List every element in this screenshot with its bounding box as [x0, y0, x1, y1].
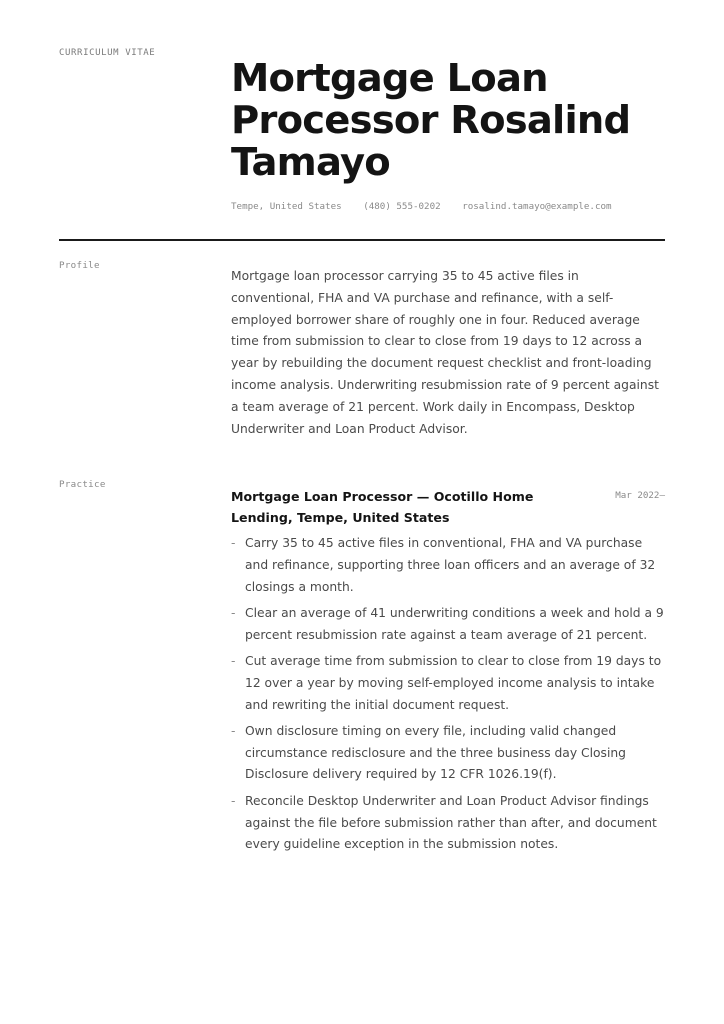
document-eyebrow: CURRICULUM VITAE	[59, 48, 156, 58]
practice-section-label: Practice	[59, 479, 106, 490]
bullet-text: Own disclosure timing on every file, including valid changed circumstance redisclosure and the three business day Closing Disclosure delivery required by 12 CFR 1026.19(f).	[245, 723, 626, 782]
profile-section-label: Profile	[59, 260, 100, 271]
job-header	[231, 486, 665, 530]
page-title: Mortgage Loan Processor Rosalind Tamayo	[231, 56, 631, 185]
bullet-marker: -	[231, 605, 236, 620]
header-divider	[59, 239, 665, 241]
list-item	[231, 721, 665, 786]
bullet-text: Carry 35 to 45 active files in conventional, FHA and VA purchase and refinance, supporting three loan officers and an average of 32 closings a month.	[245, 536, 656, 594]
contact-location: Tempe, United States	[231, 201, 342, 212]
contact-line	[231, 201, 612, 212]
bullet-marker: -	[231, 653, 236, 668]
bullet-text: Clear an average of 41 underwriting conditions a week and hold a 9 percent resubmission rate against a team average of 21 percent.	[245, 605, 664, 642]
bullet-marker: -	[231, 723, 236, 738]
list-item	[231, 603, 665, 647]
contact-email: rosalind.tamayo@example.com	[462, 201, 612, 212]
list-item	[231, 651, 665, 716]
job-date: Mar 2022–	[615, 490, 665, 501]
contact-phone: (480) 555-0202	[363, 201, 441, 212]
job-title: Mortgage Loan Processor — Ocotillo Home Lending, Tempe, United States	[231, 489, 534, 525]
bullet-text: Cut average time from submission to clear to close from 19 days to 12 over a year by moving self-employed income analysis to intake and rewriting the initial document request.	[245, 653, 662, 712]
bullet-marker: -	[231, 793, 236, 808]
list-item	[231, 791, 665, 856]
profile-text: Mortgage loan processor carrying 35 to 45 active files in conventional, FHA and VA purchase and refinance, with a self-employed borrower share of roughly one in four. Reduced average time from submission to clear to close from 19 days to 12 across a year by rebuilding the document request checklist and front-loading income analysis. Underwriting resubmission rate of 9 percent against a team average of 21 percent. Work daily in Encompass, Desktop Underwriter and Loan Product Advisor.	[231, 269, 659, 436]
bullet-text: Reconcile Desktop Underwriter and Loan Product Advisor findings against the file before submission rather than after, and document every guideline exception in the submission notes.	[245, 793, 657, 852]
job-bullet-list	[231, 533, 665, 861]
bullet-marker: -	[231, 536, 236, 550]
list-item	[231, 533, 665, 598]
